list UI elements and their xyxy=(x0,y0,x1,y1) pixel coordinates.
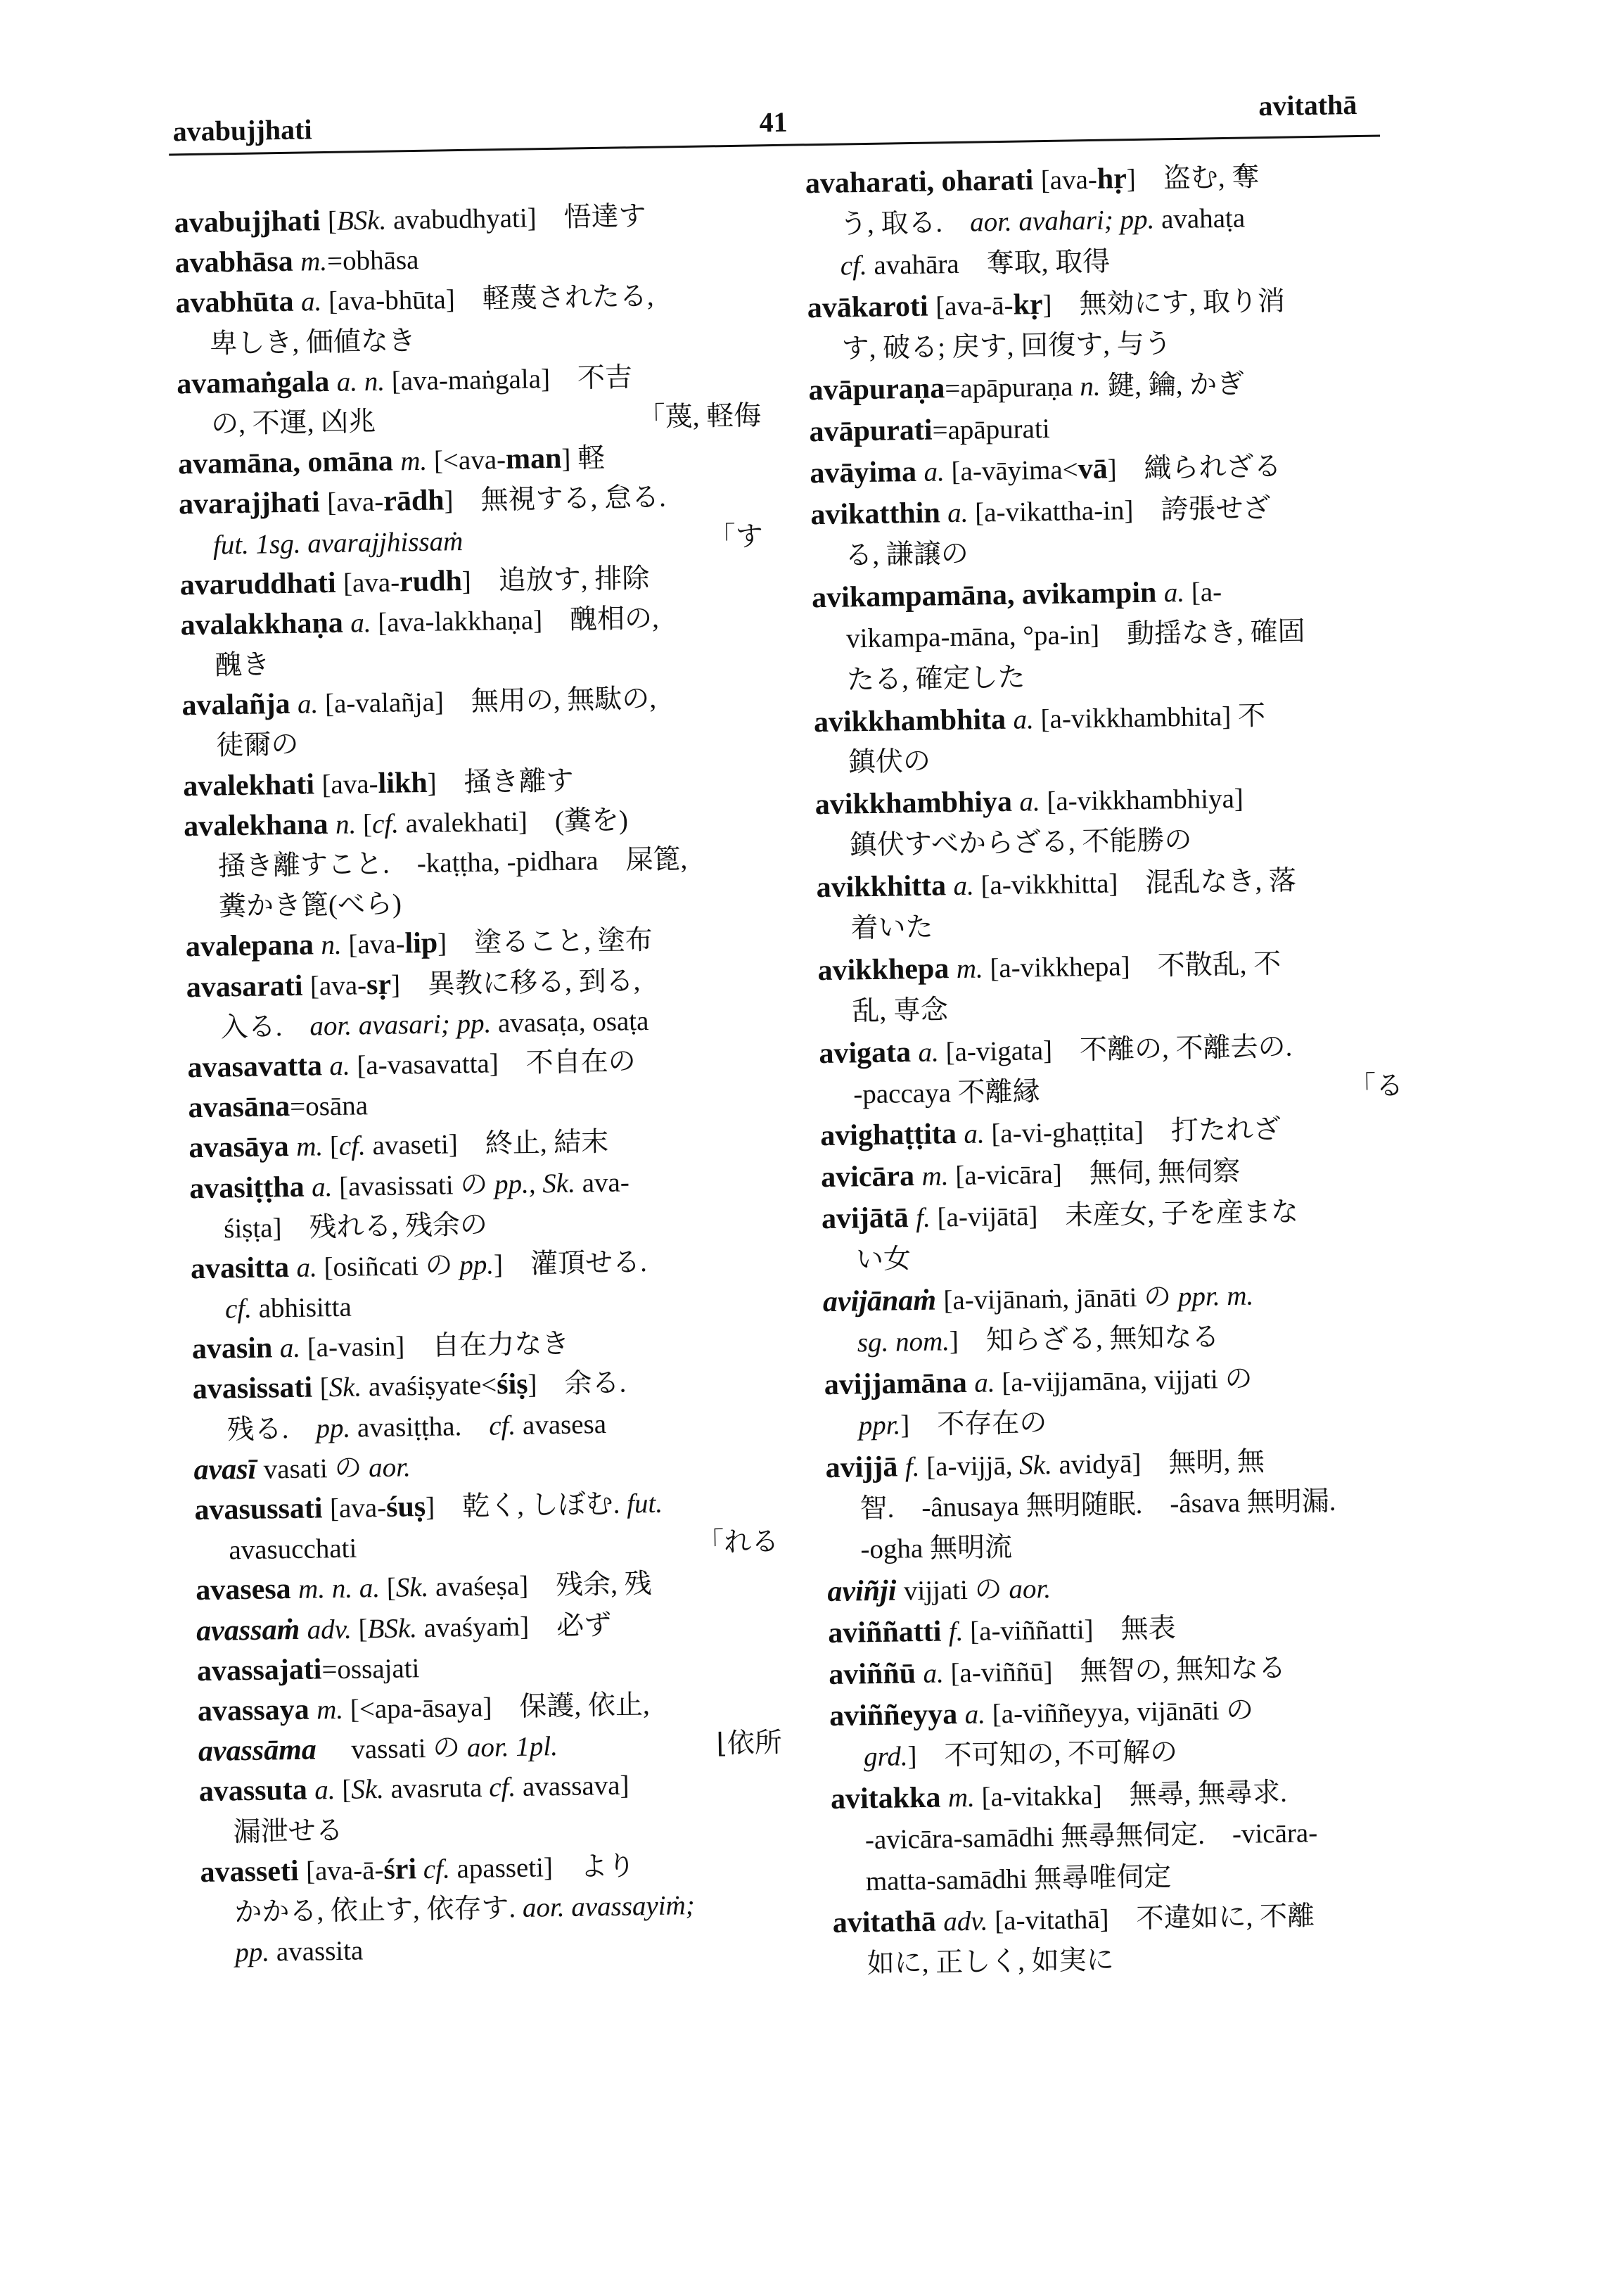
headword: avākaroti xyxy=(807,290,936,324)
carryover-text: ⌊依所 xyxy=(716,1728,783,1759)
left-guide-word: avabujjhati xyxy=(172,113,312,148)
headword: avalañja xyxy=(181,687,298,722)
definition-text: ] 知らざる, 無知なる xyxy=(949,1322,1220,1357)
definition-text: [a-vigata] 不離の, 不離去の. xyxy=(938,1031,1293,1068)
headword: avikkhepa xyxy=(817,952,957,988)
headword: avasavatta xyxy=(187,1050,330,1085)
definition-text: たる, 確定した xyxy=(846,662,1025,696)
definition-text: 如に, 正しく, 如実に xyxy=(867,1945,1115,1979)
definition-text: の, 不運, 凶兆 xyxy=(210,406,376,440)
definition-text: [ xyxy=(319,1372,329,1403)
definition-text: 鍵, 鑰, かぎ xyxy=(1100,369,1245,402)
definition-text: 着いた xyxy=(850,912,933,944)
definition-text: matta-samādhi 無尋唯伺定 xyxy=(865,1861,1172,1896)
left-column xyxy=(174,194,785,1973)
headword: avāyima xyxy=(810,455,924,490)
definition-text: [ xyxy=(335,1775,352,1806)
definition-text: =apāpurati xyxy=(932,414,1050,446)
definition-text: ] 軽 xyxy=(561,442,606,474)
grammar-abbrev: BSk. xyxy=(336,205,387,236)
definition-text: 鎮伏すべからざる, 不能勝の xyxy=(849,825,1192,861)
definition-text: す, 破る; 戻す, 回復す, 与う xyxy=(841,328,1172,364)
grammar-abbrev: aor. xyxy=(1009,1574,1052,1605)
grammar-abbrev: m. xyxy=(300,246,328,277)
grammar-abbrev: fut. xyxy=(626,1488,663,1519)
definition-text: 鎮伏の xyxy=(848,746,931,778)
headword-italic: avijānaṁ xyxy=(822,1284,944,1319)
definition-text: [ava- xyxy=(321,768,378,800)
grammar-abbrev: a. xyxy=(918,1037,940,1068)
headword-italic: aviñji xyxy=(827,1574,905,1609)
grammar-abbrev: a. xyxy=(314,1775,335,1806)
headword: avasāna xyxy=(188,1090,290,1125)
grammar-abbrev: n. xyxy=(321,930,343,961)
grammar-abbrev: n. xyxy=(335,809,357,840)
headword: avasussati xyxy=(194,1492,331,1527)
headword: likh xyxy=(378,766,428,800)
headword: avasesa xyxy=(195,1573,299,1607)
headword: vā xyxy=(1078,452,1108,486)
headword: man xyxy=(505,442,562,476)
grammar-abbrev: cf. xyxy=(338,1130,366,1162)
definition-text: apasseti] より xyxy=(449,1851,636,1884)
grammar-abbrev: Sk. xyxy=(395,1572,429,1604)
definition-text: 掻き離すこと. -kaṭṭha, -pidhara 屎篦, xyxy=(217,844,688,882)
definition-text: =osāna xyxy=(289,1090,369,1123)
definition-text: vassati の xyxy=(324,1733,468,1766)
definition-text: ] 不可知の, 不可解の xyxy=(907,1737,1178,1772)
headword: aviññū xyxy=(828,1657,923,1692)
grammar-abbrev: m. xyxy=(956,953,984,984)
carryover-text: 「す xyxy=(708,521,764,553)
headword: avarajjhati xyxy=(178,486,328,521)
grammar-abbrev: a. xyxy=(1163,577,1185,608)
grammar-abbrev: pp., Sk. xyxy=(494,1168,576,1199)
definition-text: vikampa-māna, °pa-in] 動揺なき, 確固 xyxy=(845,616,1305,654)
definition-text: [a-viññatti] 無表 xyxy=(963,1613,1176,1647)
headword: avassajati xyxy=(196,1653,322,1688)
headword: avalakkhaṇa xyxy=(180,606,351,642)
headword: avaruddhati xyxy=(179,566,344,602)
headword: avigata xyxy=(819,1035,919,1070)
grammar-abbrev: cf. xyxy=(488,1772,516,1803)
definition-text: avalekhati] (糞を) xyxy=(398,805,629,839)
definition-text: [ava- xyxy=(343,567,400,599)
carryover-text: 「れる xyxy=(696,1526,779,1559)
definition-text: =obhāsa xyxy=(326,245,419,277)
definition-text: [ xyxy=(322,1131,340,1162)
page-number: 41 xyxy=(759,106,788,139)
headword: rādh xyxy=(383,484,445,518)
headword: avassaya xyxy=(197,1693,317,1728)
definition-text: 徒爾の xyxy=(216,729,299,761)
definition-text: avassita xyxy=(269,1935,364,1967)
definition-text: [a-vijānaṁ, jānāti の xyxy=(943,1282,1179,1316)
definition-text: [<apa-āsaya] 保護, 依止, xyxy=(343,1689,651,1725)
definition-text: avaśyaṁ] 必ず xyxy=(416,1609,612,1643)
grammar-abbrev: grd. xyxy=(863,1741,908,1773)
headword: avamaṅgala xyxy=(176,365,338,401)
grammar-abbrev: ppr. m. xyxy=(1177,1280,1254,1313)
definition-text: [ xyxy=(355,808,373,840)
headword: avasitta xyxy=(190,1251,297,1286)
grammar-abbrev: m. xyxy=(947,1782,976,1813)
grammar-abbrev: a. xyxy=(964,1699,986,1730)
grammar-abbrev: Sk. xyxy=(350,1774,385,1806)
headword: avaharati, oharati xyxy=(805,164,1042,200)
definition-text: 卑しき, 価値なき xyxy=(210,325,416,359)
grammar-abbrev: pp. xyxy=(459,1249,494,1281)
definition-text: [ava- xyxy=(341,929,405,961)
definition-text: avassava] xyxy=(515,1770,629,1803)
headword: avighaṭṭita xyxy=(819,1118,964,1153)
definition-text: avasruta xyxy=(383,1772,490,1805)
definition-text: [a-vikkhambhita] 不 xyxy=(1033,700,1266,734)
definition-text: [a-vicāra] 無伺, 無伺察 xyxy=(948,1156,1241,1192)
headword: avikkhitta xyxy=(816,869,954,905)
definition-text: -ogha 無明流 xyxy=(860,1532,1013,1565)
grammar-abbrev: m. xyxy=(921,1161,949,1192)
grammar-abbrev: a. xyxy=(964,1118,985,1150)
definition-text: ] 余る. xyxy=(528,1367,627,1401)
grammar-abbrev: f. xyxy=(948,1616,964,1647)
headword: avasin xyxy=(191,1332,281,1366)
headword: rudh xyxy=(399,564,463,599)
headword: sṛ xyxy=(366,968,392,1001)
definition-text: かかる, 依止す, 依存す. xyxy=(234,1892,523,1928)
definition-text: 残る. xyxy=(226,1413,317,1446)
definition-text: [ xyxy=(379,1573,397,1604)
headword: avikkhambhita xyxy=(813,703,1014,739)
headword: avabhūta xyxy=(175,285,302,320)
definition-text: [ava-bhūta] 軽蔑されたる, xyxy=(321,281,654,317)
definition-text: ] 塗ること, 塗布 xyxy=(437,925,653,959)
grammar-abbrev: a. xyxy=(953,870,975,902)
headword: avabujjhati xyxy=(174,204,328,240)
headword: avijātā xyxy=(821,1201,916,1236)
definition-text: [a-viññū] 無智の, 無知なる xyxy=(943,1652,1286,1689)
headword: avasissati xyxy=(192,1371,320,1406)
definition-text: [avasissati の xyxy=(332,1168,495,1202)
headword-italic: avassaṁ xyxy=(196,1613,308,1647)
headword: avamāna, omāna xyxy=(177,445,401,481)
definition-text: [a-vikkhitta] 混乱なき, 落 xyxy=(973,865,1297,901)
definition-text: ] 追放す, 排除 xyxy=(461,563,650,597)
definition-text: い女 xyxy=(855,1244,912,1275)
definition-text: [a-vāyima< xyxy=(944,454,1078,487)
definition-text: 入る. xyxy=(220,1011,310,1043)
grammar-abbrev: a. xyxy=(311,1171,333,1202)
headword: avitakka xyxy=(830,1781,949,1816)
grammar-abbrev: sg. nom. xyxy=(857,1326,950,1358)
definition-text: ] 灌頂せる. xyxy=(493,1246,648,1280)
definition-text: 糞かき篦(べら) xyxy=(218,888,402,922)
headword: avalekhana xyxy=(183,808,336,843)
headword: avalepana xyxy=(185,929,321,964)
definition-text: [a-vi-ghaṭṭita] 打たれざ xyxy=(984,1114,1282,1149)
grammar-abbrev: a. xyxy=(973,1367,995,1398)
headword: avikatthin xyxy=(810,497,948,532)
grammar-abbrev: cf. xyxy=(371,808,400,839)
grammar-abbrev: fut. 1sg. avarajjhissaṁ xyxy=(212,525,464,561)
grammar-abbrev: f. xyxy=(915,1202,931,1234)
entry-continuation-line xyxy=(833,1935,1417,1986)
definition-text: [a-valañja] 無用の, 無駄の, xyxy=(317,683,657,720)
grammar-abbrev: a. xyxy=(279,1333,301,1364)
definition-text: =ossajati xyxy=(321,1652,420,1685)
grammar-abbrev: m. n. a. xyxy=(298,1573,381,1605)
headword: avicāra xyxy=(820,1160,922,1194)
grammar-abbrev: m. xyxy=(295,1131,324,1163)
grammar-abbrev: a. xyxy=(923,457,945,487)
headword: aviññeyya xyxy=(829,1697,966,1733)
headword: avalekhati xyxy=(182,767,322,803)
grammar-abbrev: f. xyxy=(905,1451,920,1482)
definition-text: avidyā] 無明, 無 xyxy=(1052,1446,1265,1480)
definition-text: avahaṭa xyxy=(1153,203,1246,235)
headword-italic: avasī xyxy=(193,1453,264,1486)
grammar-abbrev: a. xyxy=(1019,786,1041,817)
definition-text: [ava- xyxy=(329,1492,387,1524)
headword: avijjā xyxy=(825,1450,906,1484)
carryover-text: 「蔑, 軽侮 xyxy=(637,400,762,433)
headword: avikampamāna, avikampin xyxy=(811,576,1165,615)
definition-text: [ava-lakkhaṇa] 醜相の, xyxy=(371,603,660,638)
definition-text: 醜き xyxy=(215,649,270,681)
grammar-abbrev: cf. xyxy=(840,250,868,281)
definition-text: [a-vikkhambhiya] xyxy=(1040,783,1244,817)
grammar-abbrev: Sk. xyxy=(1018,1449,1053,1481)
headword: avassuta xyxy=(198,1773,315,1809)
definition-text: avahāra 奪取, 取得 xyxy=(867,246,1111,281)
definition-text: [a-vitakka] 無尋, 無尋求. xyxy=(974,1777,1288,1813)
grammar-abbrev: m. xyxy=(316,1694,344,1726)
grammar-abbrev: aor. avasari; pp. xyxy=(309,1008,492,1042)
headword: śri xyxy=(383,1852,417,1886)
definition-text: 智. -ânusaya 無明随眠. -âsava 無明漏. xyxy=(859,1486,1336,1524)
definition-text: -avicāra-samādhi 無尋無伺定. -vicāra- xyxy=(864,1817,1318,1855)
definition-text: ] 異教に移る, 到る, xyxy=(390,965,641,1000)
definition-text: ava- xyxy=(575,1166,630,1199)
definition-text: [a-vikattha-in] 誇張せざ xyxy=(968,493,1271,528)
headword: avasāya xyxy=(188,1130,297,1165)
definition-text: ] 無視する, 怠る. xyxy=(444,482,667,516)
grammar-abbrev: a. xyxy=(923,1658,945,1689)
grammar-abbrev: cf. xyxy=(488,1410,516,1441)
definition-text: ] 無効にす, 取り消 xyxy=(1042,286,1286,320)
definition-text: abhisitta xyxy=(251,1292,352,1324)
headword: avasseti xyxy=(200,1854,307,1889)
definition-text: -paccaya 不離縁 xyxy=(852,1076,1040,1109)
grammar-abbrev: adv. xyxy=(307,1614,352,1645)
headword: śiṣ xyxy=(496,1368,528,1401)
definition-text: [a-vijātā] 未産女, 子を産まな xyxy=(930,1197,1299,1233)
grammar-abbrev: aor. avahari; pp. xyxy=(969,204,1155,238)
headword: avikkhambhiya xyxy=(814,785,1020,822)
definition-text: avaseti] 終止, 結末 xyxy=(365,1127,609,1161)
definition-text: vijjati の xyxy=(903,1574,1009,1607)
definition-text: 乱, 専念 xyxy=(852,995,949,1027)
definition-text: [ xyxy=(351,1613,368,1645)
definition-text: avaśeṣa] 残余, 残 xyxy=(428,1569,652,1603)
headword: avāpuraṇa xyxy=(808,372,945,407)
right-column xyxy=(805,154,1418,1986)
definition-text: う, 取る. xyxy=(839,207,971,240)
definition-text: avabudhyati] 悟達す xyxy=(385,200,646,236)
grammar-abbrev: ppr. xyxy=(858,1410,901,1441)
headword: avijjamāna xyxy=(824,1366,975,1401)
definition-text: [a-vasavatta] 不自在の xyxy=(350,1046,637,1081)
grammar-abbrev: a. xyxy=(296,1252,318,1283)
definition-text: [ xyxy=(327,205,338,236)
definition-text: [a- xyxy=(1184,576,1222,608)
grammar-abbrev: a. xyxy=(300,286,322,317)
definition-text: vasati の xyxy=(263,1453,369,1485)
headword: śuṣ xyxy=(385,1491,426,1524)
headword: lip xyxy=(404,927,438,960)
grammar-abbrev: m. xyxy=(400,445,428,477)
grammar-abbrev: n. xyxy=(1079,371,1101,402)
definition-text: avasiṭṭha. xyxy=(350,1410,490,1443)
definition-text: [ava-ā- xyxy=(935,290,1014,322)
grammar-abbrev: aor. 1pl. xyxy=(466,1731,558,1764)
definition-text: ] 掻き離す xyxy=(427,765,574,798)
grammar-abbrev: cf. xyxy=(423,1854,451,1884)
definition-text: śiṣṭa] 残れる, 残余の xyxy=(223,1209,488,1244)
grammar-abbrev: a. xyxy=(1013,703,1035,735)
grammar-abbrev: BSk. xyxy=(367,1612,418,1644)
grammar-abbrev: a. n. xyxy=(336,366,385,397)
definition-text: [a-vasin] 自在力なき xyxy=(300,1329,570,1364)
carryover-text: 「る xyxy=(1348,1070,1404,1102)
headword-italic: avassāma xyxy=(198,1733,324,1768)
grammar-abbrev: aor. xyxy=(368,1452,411,1484)
definition-text: avasucchati xyxy=(229,1533,357,1566)
grammar-abbrev: a. xyxy=(947,497,969,529)
grammar-abbrev: pp. xyxy=(235,1937,270,1968)
grammar-abbrev: cf. xyxy=(224,1293,253,1325)
definition-text: [ava-maṅgala] 不吉 xyxy=(384,362,633,397)
definition-text: [a-vijjamāna, vijjati の xyxy=(995,1363,1253,1398)
headword: avasarati xyxy=(186,969,311,1004)
headword: aviññatti xyxy=(827,1615,950,1650)
definition-text: [a-vikkhepa] 不散乱, 不 xyxy=(983,948,1282,984)
definition-text: [ava- xyxy=(309,969,367,1002)
definition-text: ] 不存在の xyxy=(900,1407,1047,1441)
headword: avitathā xyxy=(832,1905,944,1940)
definition-text: [a-vijjā, xyxy=(919,1450,1020,1482)
definition-text: [<ava- xyxy=(426,445,506,476)
grammar-abbrev: aor. avassayiṁ; xyxy=(522,1889,696,1923)
definition-text: [a-vitathā] 不違如に, 不離 xyxy=(988,1901,1315,1937)
definition-text: [ava-ā- xyxy=(305,1854,384,1887)
grammar-abbrev: a. xyxy=(350,607,371,639)
grammar-abbrev: a. xyxy=(329,1050,350,1082)
headword: avāpurati xyxy=(809,414,933,449)
grammar-abbrev: Sk. xyxy=(328,1372,362,1403)
headword: hṛ xyxy=(1097,162,1127,196)
definition-text: [ava- xyxy=(326,487,384,518)
grammar-abbrev: a. xyxy=(297,689,319,720)
definition-text: avasesa xyxy=(515,1408,607,1441)
definition-text: ] 乾く, しぼむ. xyxy=(425,1488,627,1523)
definition-text: avaśiṣyate< xyxy=(361,1370,497,1403)
definition-text: [osiñcati の xyxy=(317,1250,460,1283)
definition-text: [a-viññeyya, vijānāti の xyxy=(985,1695,1254,1730)
headword: avasiṭṭha xyxy=(188,1171,312,1205)
definition-text: 漏泄せる xyxy=(233,1815,344,1847)
definition-text: ] 盗む, 奪 xyxy=(1126,162,1260,195)
right-guide-word: avitathā xyxy=(1258,88,1357,122)
grammar-abbrev: pp. xyxy=(316,1412,351,1444)
headword: kṛ xyxy=(1013,288,1043,321)
definition-text: ] 織られざる xyxy=(1107,451,1282,485)
entry-continuation-line xyxy=(201,1924,786,1973)
definition-text: [ava- xyxy=(1040,164,1098,196)
definition-text: avasaṭa, osaṭa xyxy=(490,1005,649,1039)
definition-text: =apāpuraṇa xyxy=(944,371,1080,404)
grammar-abbrev: adv. xyxy=(942,1906,988,1937)
definition-text: る, 謙譲の xyxy=(844,538,969,571)
headword: avabhāsa xyxy=(174,245,301,280)
